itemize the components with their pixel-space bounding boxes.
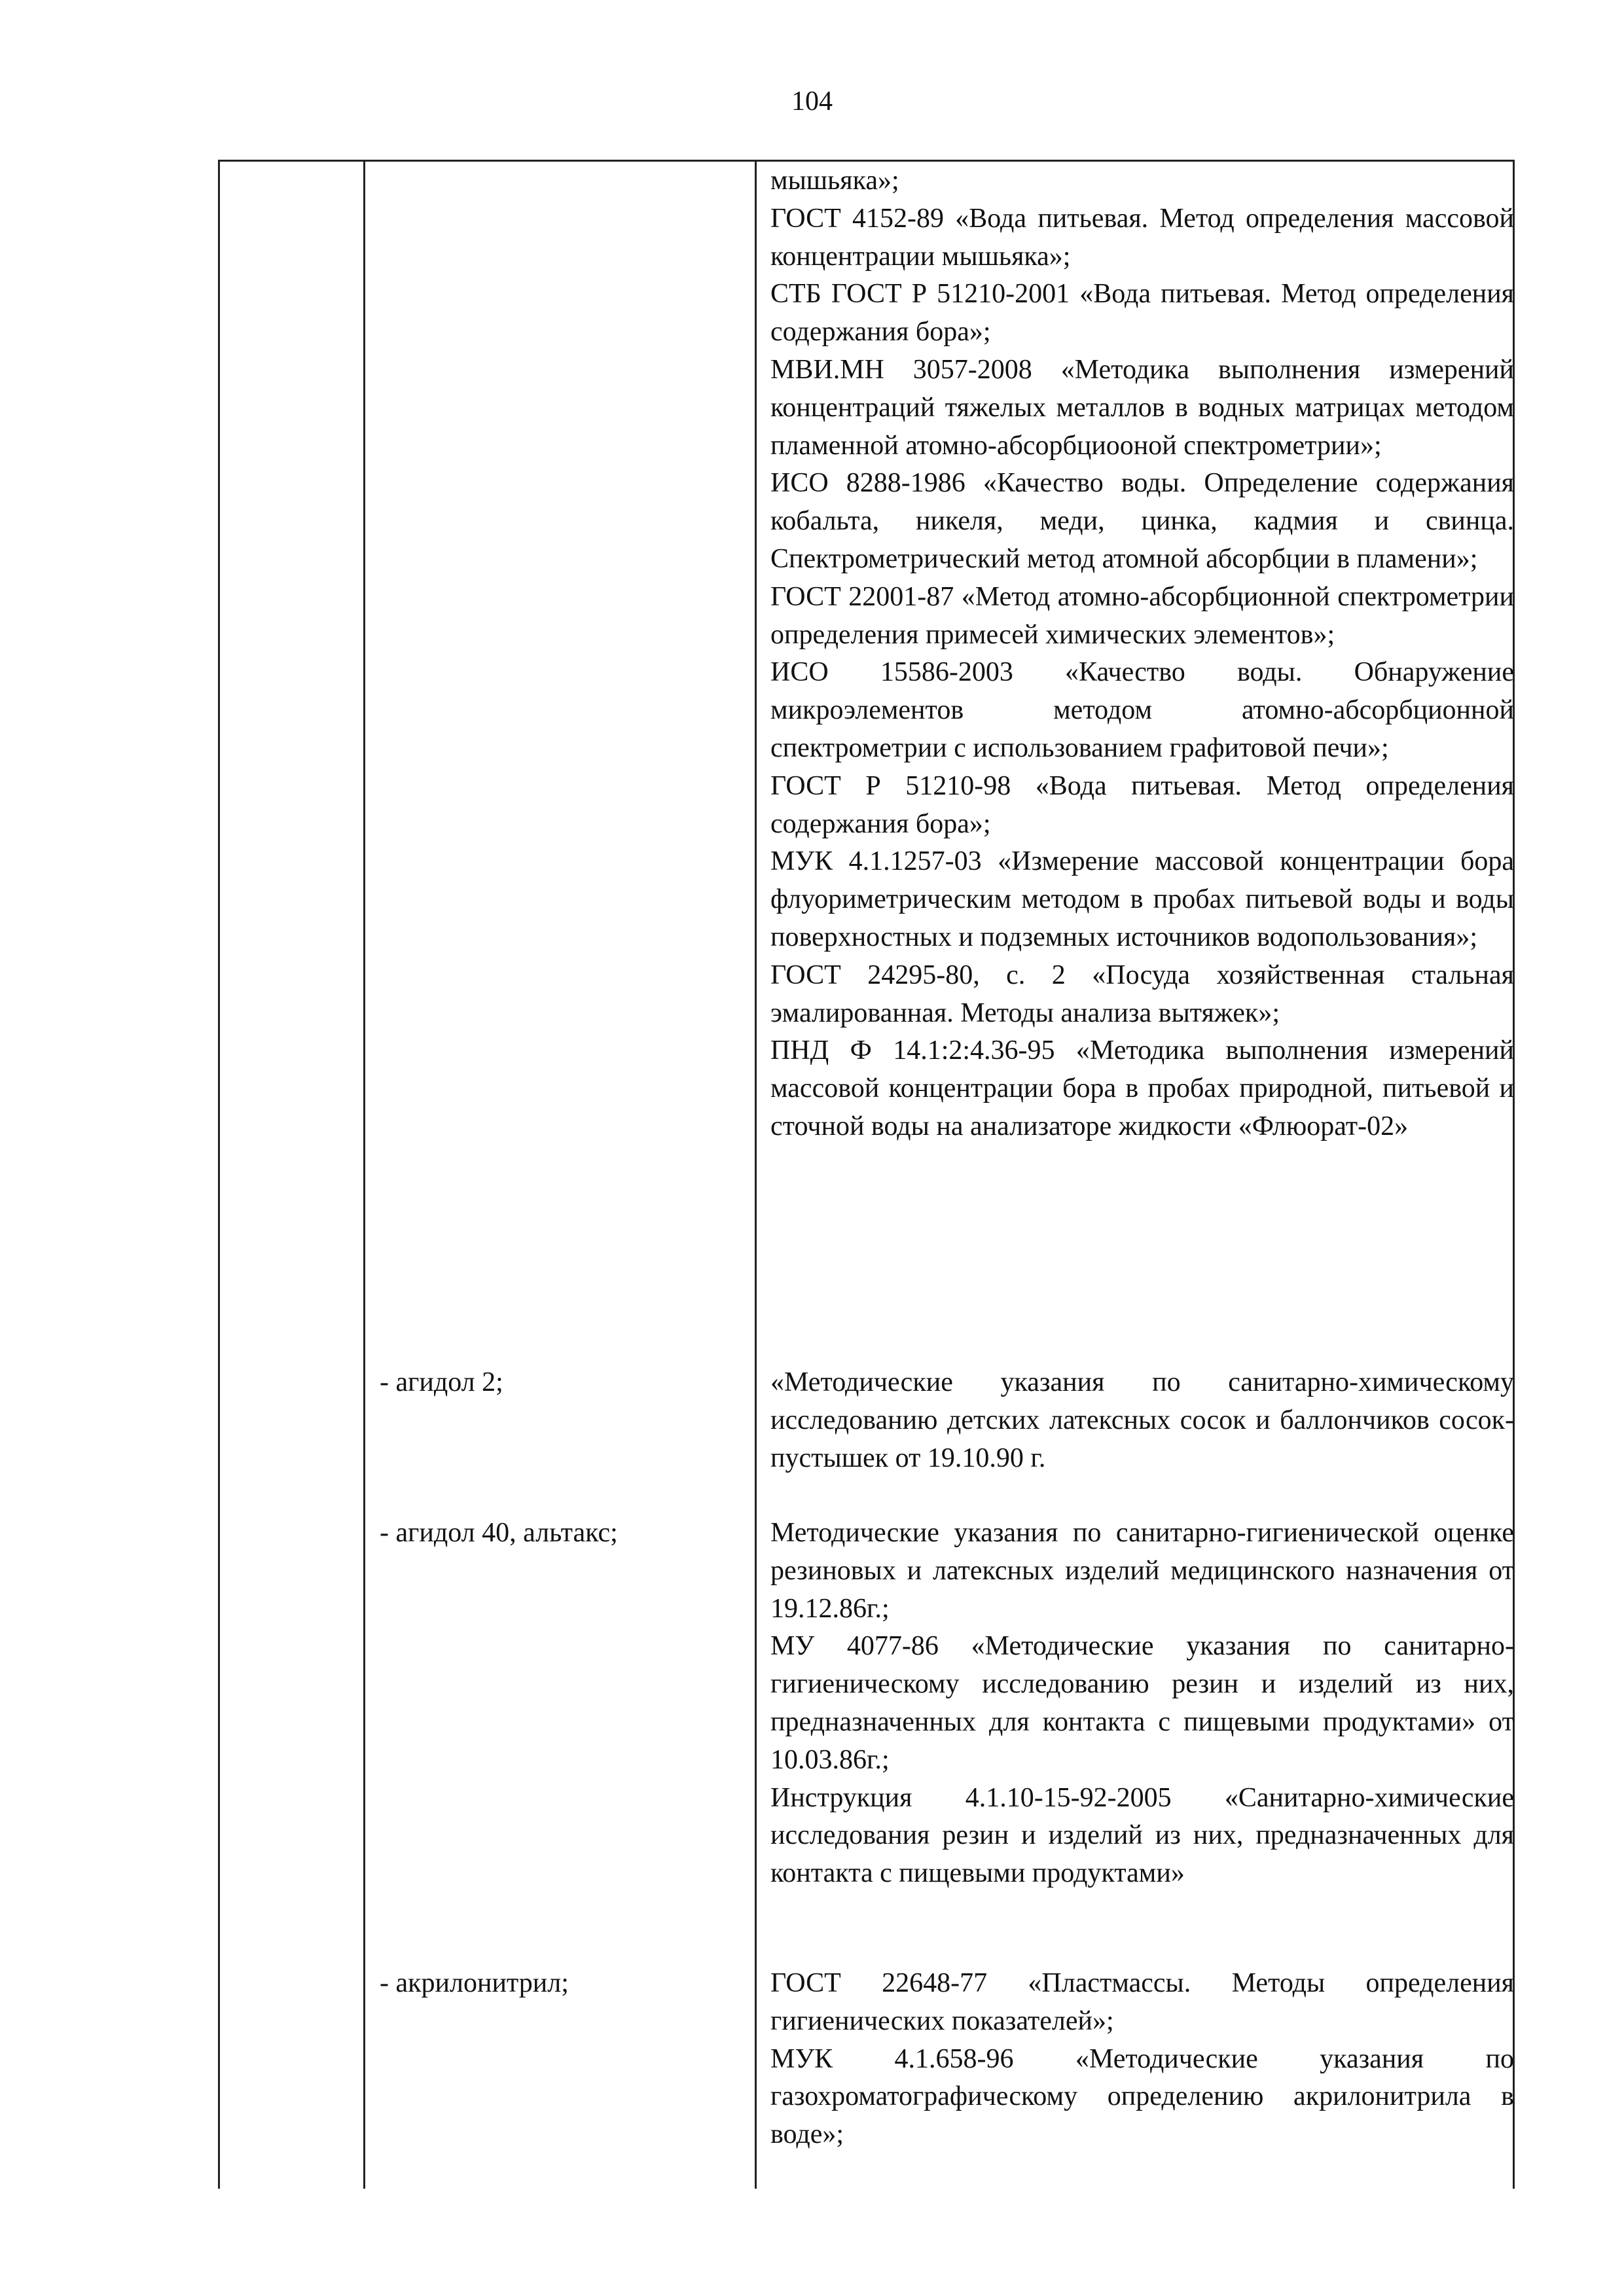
method-item: Инструкция 4.1.10-15-92-2005 «Санитарно-химические исследования резин и изделий из них, предназначенных для контакта с пищевыми продуктами» bbox=[770, 1782, 1514, 1889]
row-4-methods bbox=[770, 1965, 1514, 2154]
method-item: ГОСТ 24295-80, с. 2 «Посуда хозяйственная стальная эмалированная. Методы анализа вытяжек»; bbox=[770, 960, 1514, 1028]
row-2-methods bbox=[770, 1364, 1514, 1477]
method-item: «Методические указания по санитарно-химическому исследованию детских латексных сосок и баллончиков сосок-пустышек от 19.10.90 г. bbox=[770, 1367, 1514, 1473]
method-item: мышьяка»; bbox=[770, 166, 899, 196]
method-item: МУ 4077-86 «Методические указания по санитарно-гигиеническому исследованию резин и изделий из них, предназначенных для контакта с пищевыми продуктами» от 10.03.86г.; bbox=[770, 1631, 1514, 1775]
table-column-divider-2 bbox=[755, 160, 757, 2189]
table-column-divider-1 bbox=[363, 160, 365, 2189]
method-item: Методические указания по санитарно-гигиенической оценке резиновых и латексных изделий медицинского назначения от 19.12.86г.; bbox=[770, 1518, 1514, 1624]
row-3-methods bbox=[770, 1515, 1514, 1893]
method-item: ГОСТ 22001-87 «Метод атомно-абсорбционной спектрометрии определения примесей химических элементов»; bbox=[770, 581, 1514, 650]
method-item: ИСО 8288-1986 «Качество воды. Определение содержания кобальта, никеля, меди, цинка, кадмия и свинца. Спектрометрический метод атомной абсорбции в пламени»; bbox=[770, 468, 1514, 574]
substance-acrylonitrile: - акрилонитрил; bbox=[380, 1968, 569, 1998]
method-item: МУК 4.1.658-96 «Методические указания по газохроматографическому определению акрилонитрила в воде»; bbox=[770, 2043, 1514, 2150]
method-item: ИСО 15586-2003 «Качество воды. Обнаружение микроэлементов методом атомно-абсорбционной спектрометрии с использованием графитовой печи»; bbox=[770, 657, 1514, 763]
method-item: СТБ ГОСТ Р 51210-2001 «Вода питьевая. Метод определения содержания бора»; bbox=[770, 279, 1514, 348]
method-item: ПНД Ф 14.1:2:4.36-95 «Методика выполнения измерений массовой концентрации бора в пробах природной, питьевой и сточной воды на анализаторе жидкости «Флюорат-02» bbox=[770, 1035, 1514, 1141]
method-item: ГОСТ 4152-89 «Вода питьевая. Метод определения массовой концентрации мышьяка»; bbox=[770, 203, 1514, 272]
substance-agidol-40: - агидол 40, альтакс; bbox=[380, 1518, 618, 1548]
substance-agidol-2: - агидол 2; bbox=[380, 1367, 503, 1397]
table-top-border bbox=[218, 160, 1514, 162]
page-number: 104 bbox=[791, 86, 833, 117]
method-item: МУК 4.1.1257-03 «Измерение массовой концентрации бора флуориметрическим методом в пробах питьевой воды и воды поверхностных и подземных источников водопользования»; bbox=[770, 846, 1514, 952]
method-item: ГОСТ Р 51210-98 «Вода питьевая. Метод определения содержания бора»; bbox=[770, 770, 1514, 839]
method-item: МВИ.МН 3057-2008 «Методика выполнения измерений концентраций тяжелых металлов в водных матрицах методом пламенной атомно-абсорбциооной спектрометрии»; bbox=[770, 354, 1514, 461]
method-item: ГОСТ 22648-77 «Пластмассы. Методы определения гигиенических показателей»; bbox=[770, 1968, 1514, 2036]
table-left-border bbox=[218, 160, 220, 2189]
row-1-methods bbox=[770, 162, 1514, 1146]
